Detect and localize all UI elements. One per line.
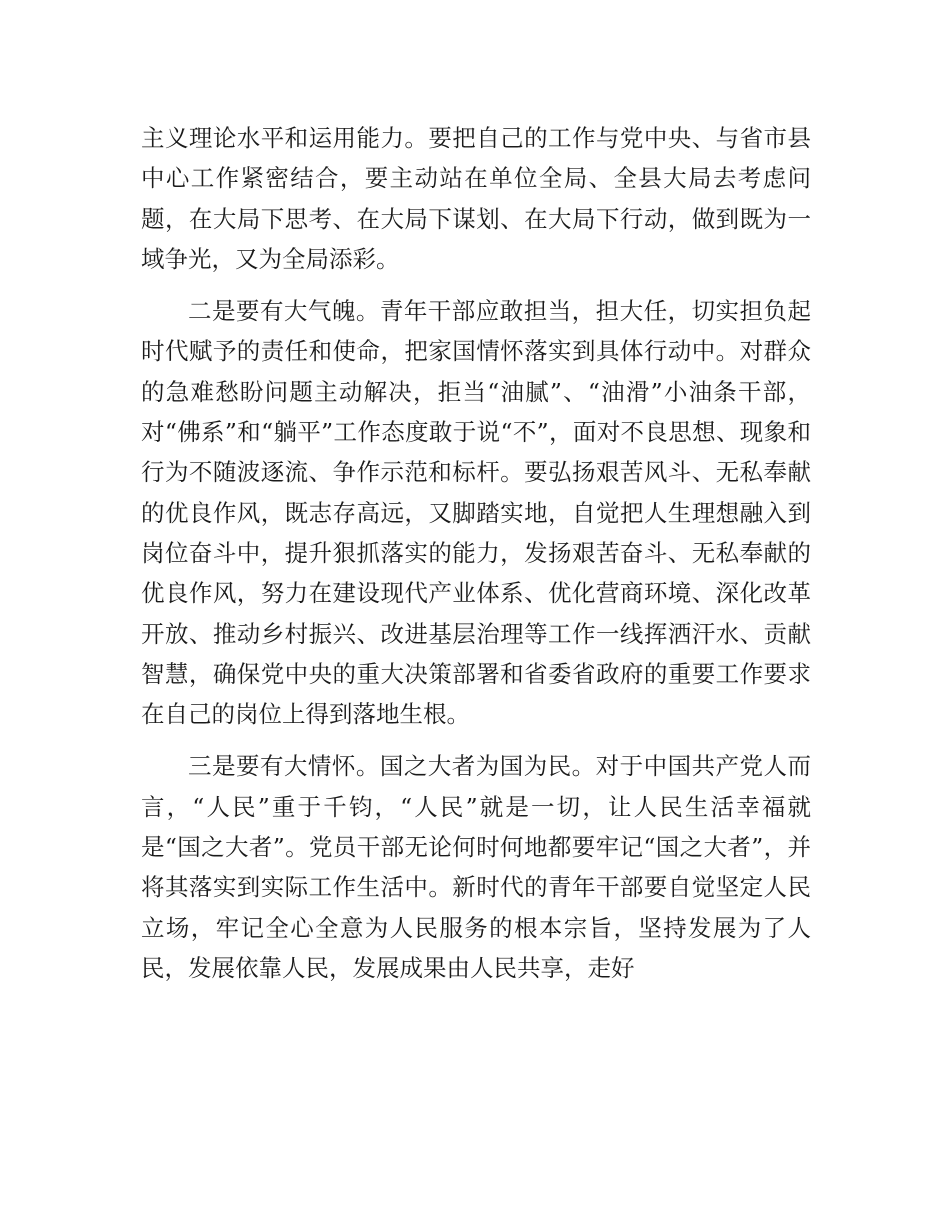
document-page: [141, 118, 811, 988]
paragraph-continuation: 主义理论水平和运用能力。要把自己的工作与党中央、与省市县中心工作紧密结合，要主动站在单位全局、全县大局去考虑问题，在大局下思考、在大局下谋划、在大局下行动，做到既为一域争光，又为全局添彩。: [141, 124, 811, 273]
paragraph-feelings: 三是要有大情怀。国之大者为国为民。对于中国共产党人而言，“人民”重于千钧，“人民”就是一切，让人民生活幸福就是“国之大者”。党员干部无论何时何地都要牢记“国之大者”，并将其落实到实际工作生活中。新时代的青年干部要自觉坚定人民立场，牢记全心全意为人民服务的根本宗旨，坚持发展为了人民，发展依靠人民，发展成果由人民共享，走好: [141, 752, 811, 982]
paragraph-courage: 二是要有大气魄。青年干部应敢担当，担大任，切实担负起时代赋予的责任和使命，把家国情怀落实到具体行动中。对群众的急难愁盼问题主动解决，拒当“油腻”、“油滑”小油条干部，对“佛系”和“躺平”工作态度敢于说“不”，面对不良思想、现象和行为不随波逐流、争作示范和标杆。要弘扬艰苦风斗、无私奉献的优良作风，既志存高远，又脚踏实地，自觉把人生理想融入到岗位奋斗中，提升狠抓落实的能力，发扬艰苦奋斗、无私奉献的优良作风，努力在建设现代产业体系、优化营商环境、深化改革开放、推动乡村振兴、改进基层治理等工作一线挥洒汗水、贡献智慧，确保党中央的重大决策部署和省委省政府的重要工作要求在自己的岗位上得到落地生根。: [141, 297, 811, 729]
